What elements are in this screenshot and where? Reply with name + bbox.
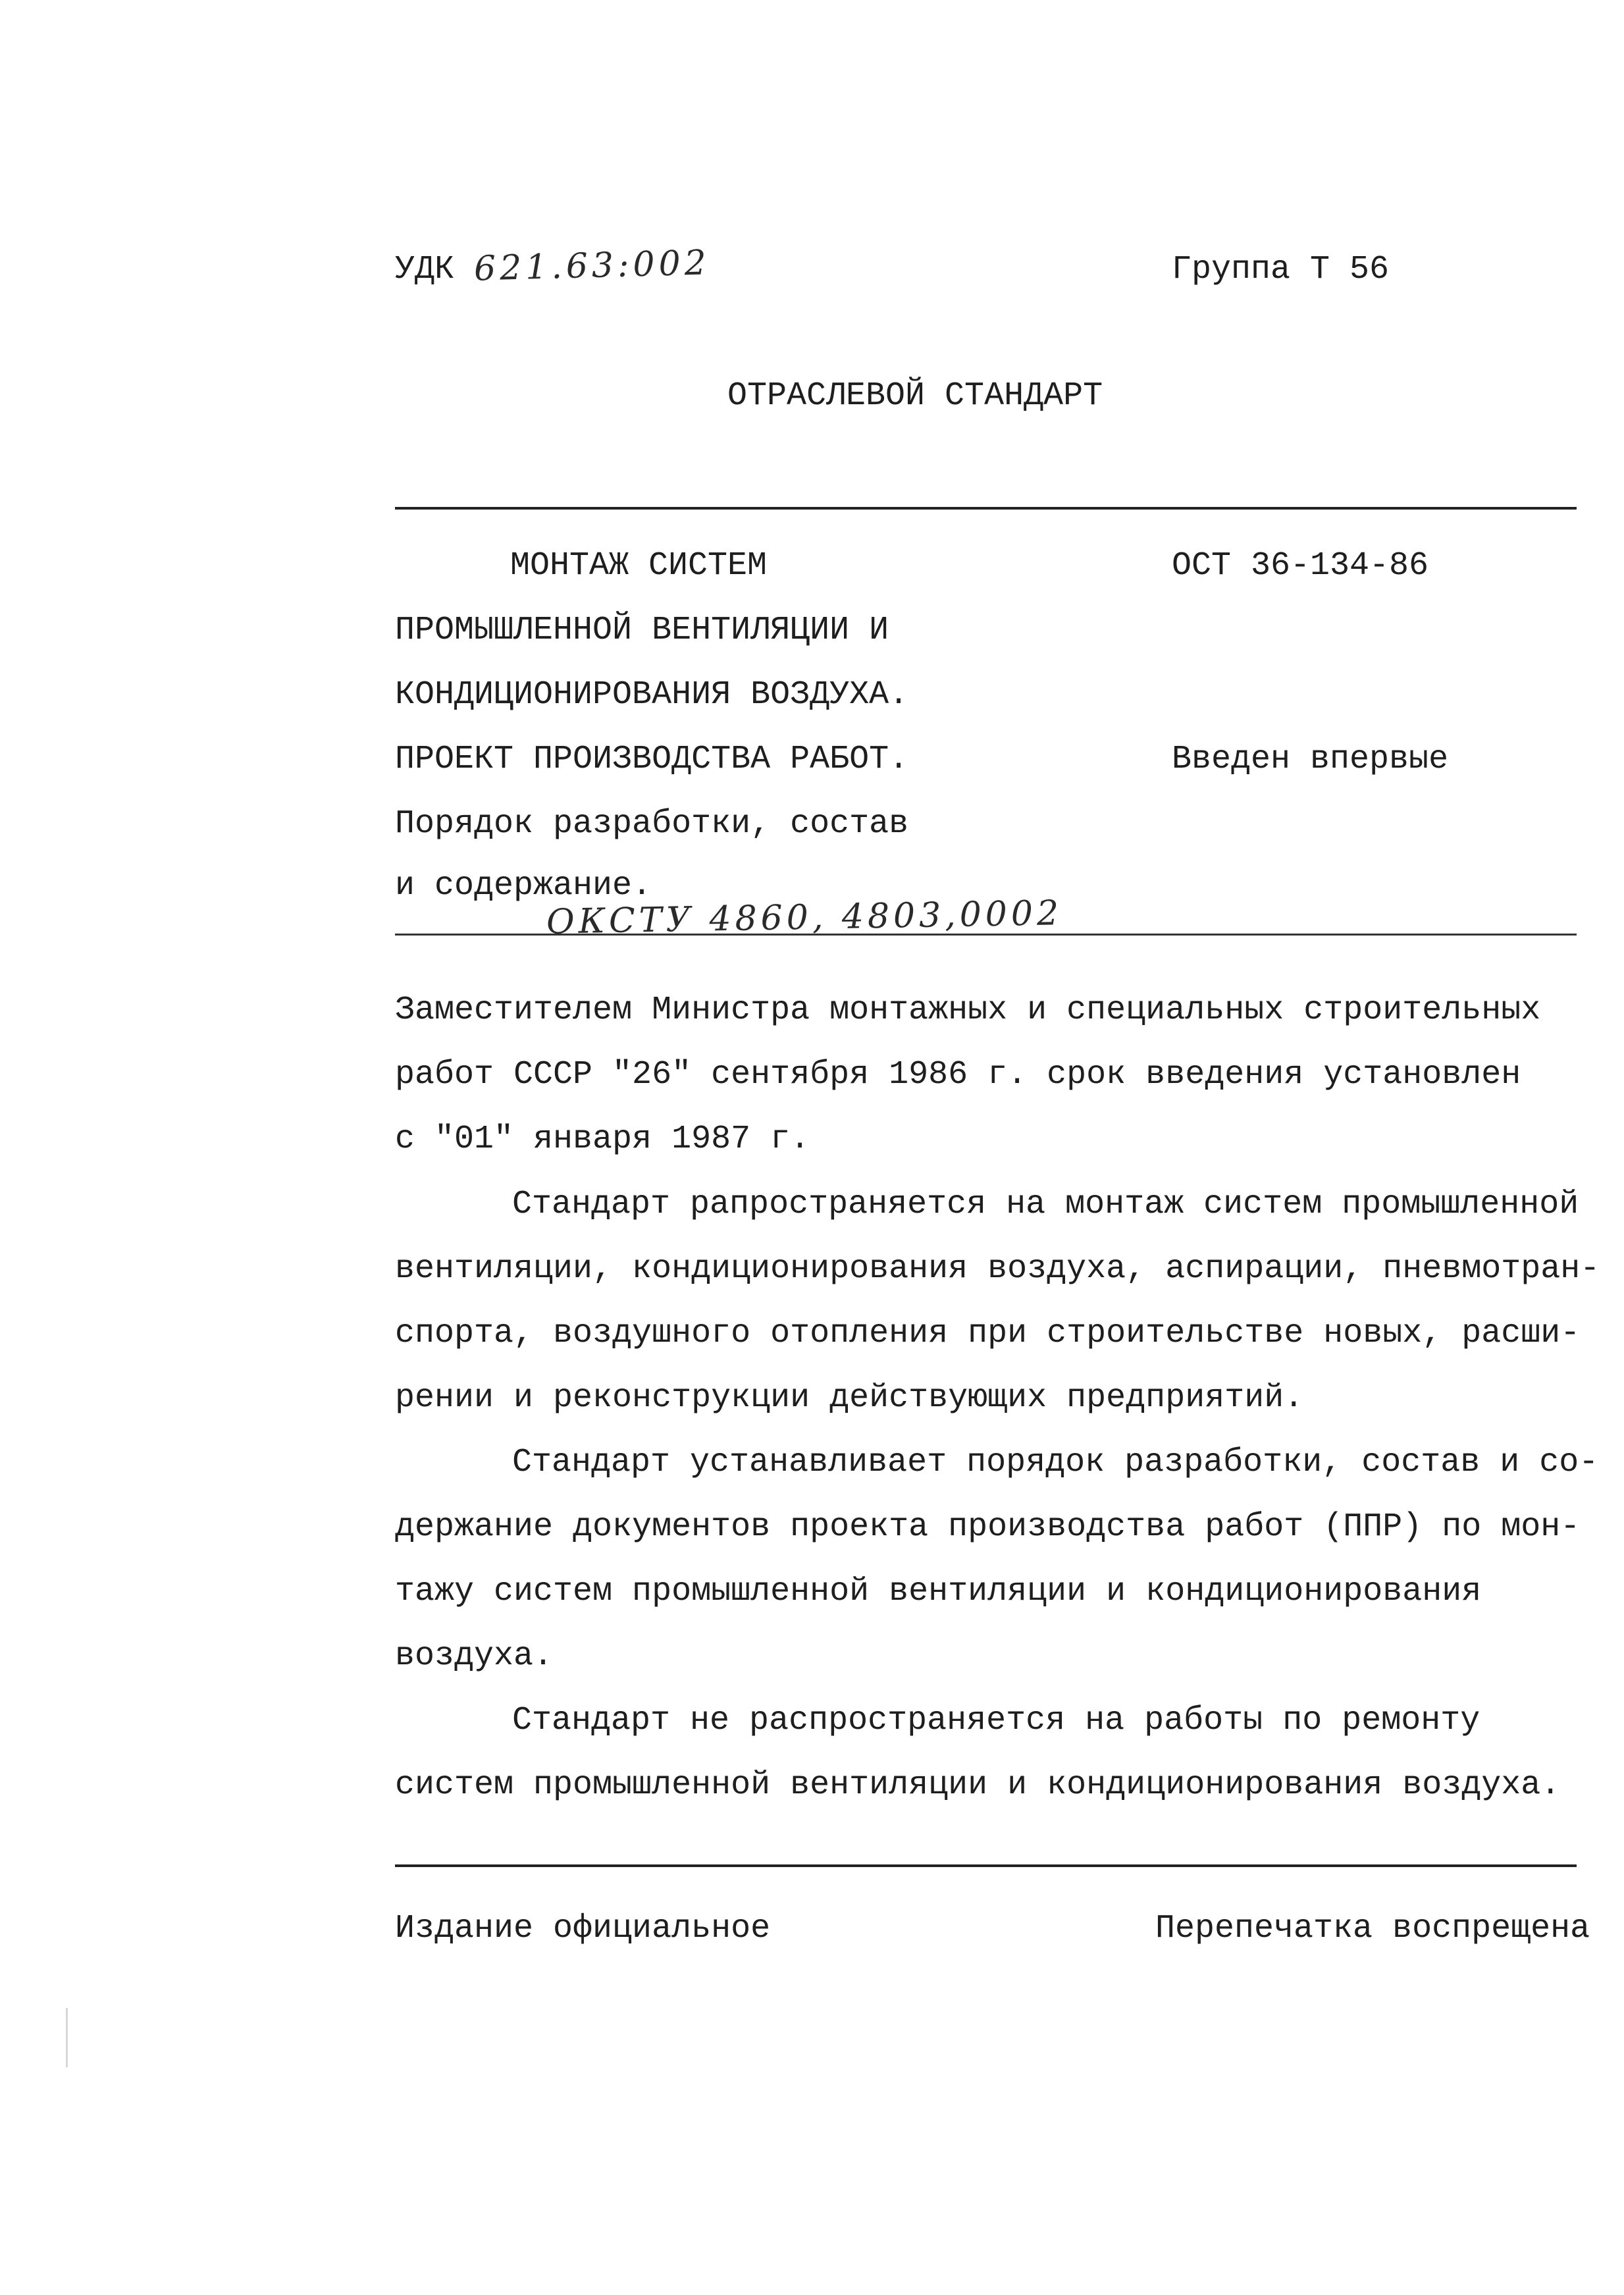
para2-line-4: воздуха. <box>395 1637 554 1675</box>
reprint-note: Перепечатка воспрещена <box>1155 1910 1590 1947</box>
document-title: ОТРАСЛЕВОЙ СТАНДАРТ <box>727 377 1103 415</box>
standard-designation: ОСТ 36-134-86 <box>1172 547 1429 585</box>
subject-line-2: ПРОМЫШЛЕННОЙ ВЕНТИЛЯЦИИ И <box>395 612 889 649</box>
subject-line-4: ПРОЕКТ ПРОИЗВОДСТВА РАБОТ. <box>395 741 909 778</box>
para1-line-2: вентиляции, кондиционирования воздуха, аспирации, пневмотран- <box>395 1250 1600 1288</box>
para1-line-1: Стандарт рапространяется на монтаж систем промышленной <box>512 1186 1579 1223</box>
approval-line-1: Заместителем Министра монтажных и специальных строительных <box>395 991 1541 1029</box>
edition-note: Издание официальное <box>395 1910 771 1947</box>
udk-handwritten-code: 621.63:002 <box>473 243 711 289</box>
introduced-note: Введен впервые <box>1172 741 1449 778</box>
para3-line-2: систем промышленной вентиляции и кондиционирования воздуха. <box>395 1766 1561 1804</box>
approval-line-2: работ СССР "26" сентября 1986 г. срок введения установлен <box>395 1056 1521 1094</box>
udk-label: УДК <box>395 251 455 288</box>
subject-line-5: Порядок разработки, состав <box>395 805 909 843</box>
para1-line-4: рении и реконструкции действующих предприятий. <box>395 1379 1304 1417</box>
subject-line-6: и содержание. <box>395 867 652 905</box>
scan-artifact <box>66 2008 68 2067</box>
para2-line-1: Стандарт устанавливает порядок разработки, состав и со- <box>512 1444 1599 1481</box>
para3-line-1: Стандарт не распространяется на работы по ремонту <box>512 1702 1480 1739</box>
footer-rule <box>395 1864 1577 1867</box>
top-rule <box>395 507 1577 510</box>
para1-line-3: спорта, воздушного отопления при строительстве новых, расши- <box>395 1315 1581 1352</box>
subject-rule <box>395 934 1577 936</box>
para2-line-2: держание документов проекта производства работ (ППР) по мон- <box>395 1508 1581 1546</box>
handwritten-classifier-code: ОКСТУ 4860, 4803,0002 <box>546 893 1063 942</box>
approval-line-3: с "01" января 1987 г. <box>395 1121 810 1158</box>
group-label: Группа Т 56 <box>1172 251 1390 288</box>
para2-line-3: тажу систем промышленной вентиляции и кондиционирования <box>395 1573 1482 1610</box>
subject-line-3: КОНДИЦИОНИРОВАНИЯ ВОЗДУХА. <box>395 676 909 714</box>
subject-line-1: МОНТАЖ СИСТЕМ <box>510 547 768 585</box>
